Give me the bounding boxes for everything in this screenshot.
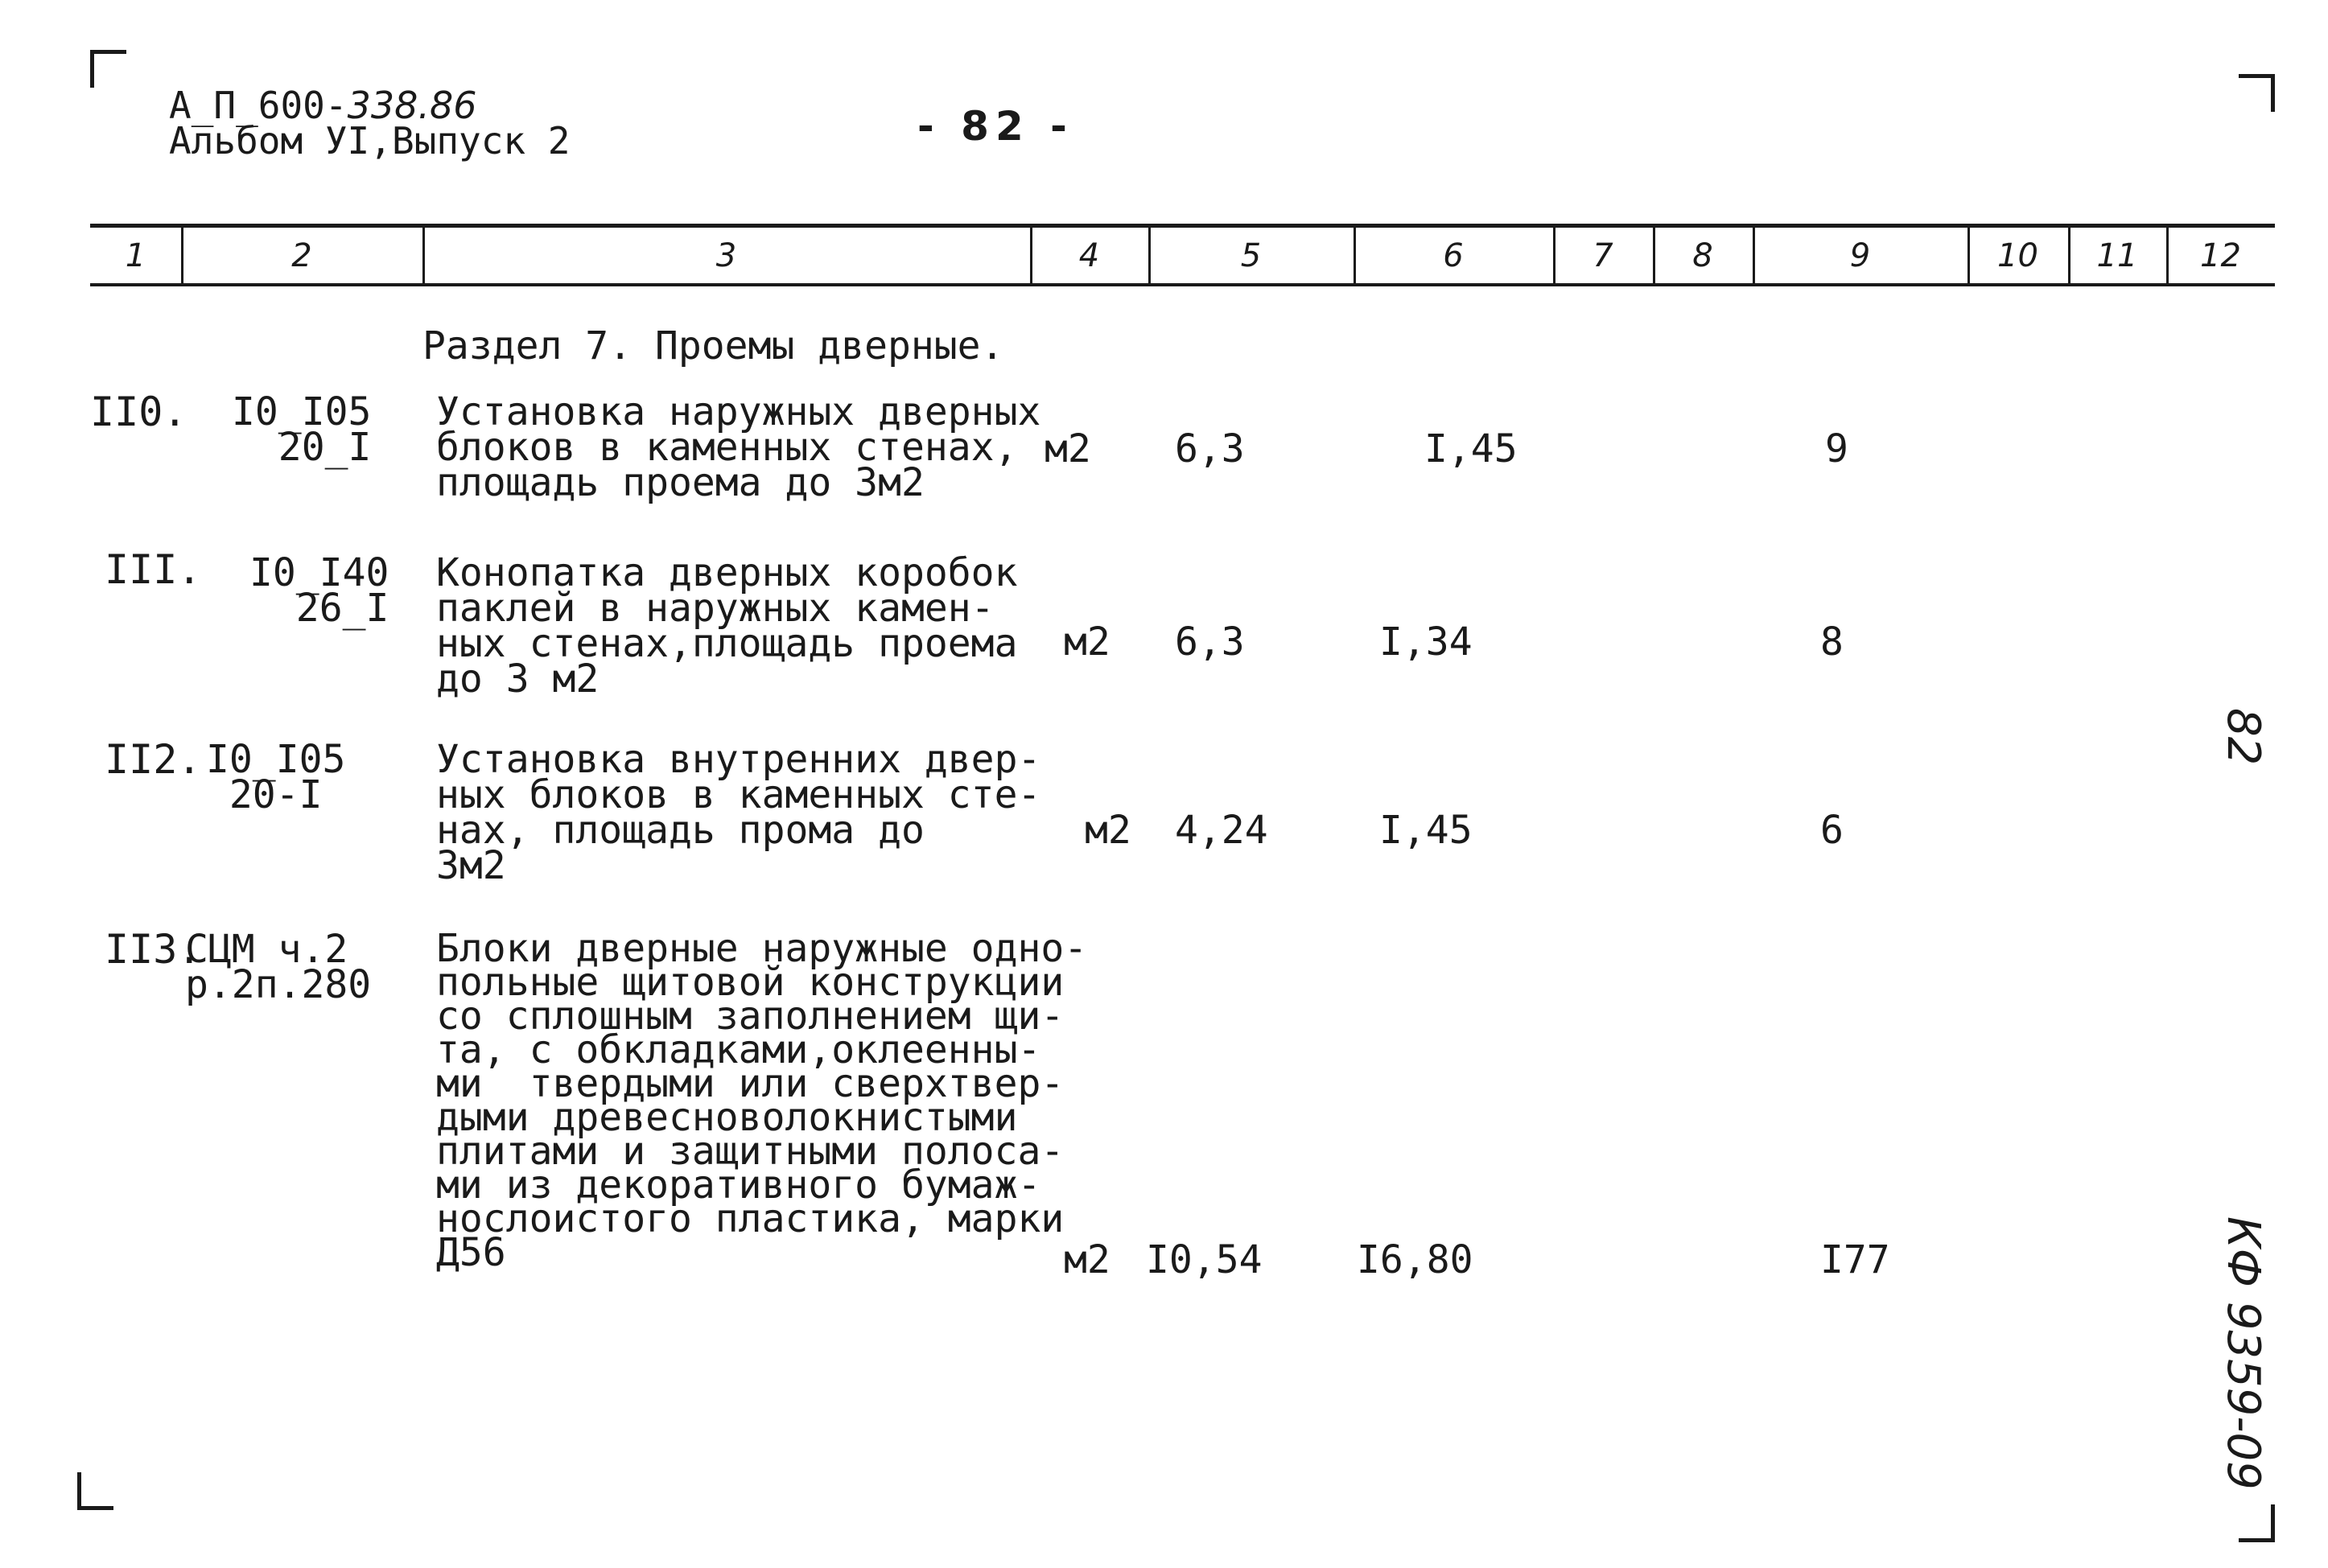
column-header-8: 8	[1692, 237, 1713, 274]
column-header-5: 5	[1240, 237, 1262, 274]
row-code: I0_I40 26_I	[249, 550, 389, 631]
row-total: 9	[1825, 426, 1848, 471]
row-code: I0_I05 20_I	[232, 389, 372, 470]
column-header-12: 12	[2200, 237, 2241, 274]
corner-mark-top-left	[90, 50, 126, 88]
table-header-top-rule	[90, 224, 2275, 228]
row-quantity: I0,54	[1146, 1237, 1263, 1282]
row-quantity: 6,3	[1175, 426, 1245, 471]
margin-archive-code: КФ 9359-09	[2217, 1216, 2269, 1490]
row-unit: м2	[1045, 426, 1091, 471]
row-description: Блоки дверные наружные одно- польные щитовой конструкции со сплошным заполнением щи- та, с обкладками,оклеенны- ми твердыми или сверхтвер- дыми древесноволокнистыми плитами и защитными полоса- ми из декоративного бумаж- нослоистого пластика, марки Д56	[436, 926, 1088, 1275]
row-number: II0.	[90, 389, 187, 435]
row-number: II3.	[105, 926, 202, 973]
page-number: - 82 -	[917, 103, 1073, 150]
column-header-4: 4	[1078, 237, 1100, 274]
corner-mark-bottom-left	[77, 1472, 113, 1510]
row-total: 6	[1820, 808, 1844, 853]
row-description: Конопатка дверных коробок паклей в наружных камен- ных стенах,площадь проема до 3 м2	[436, 550, 1018, 702]
row-value: I,34	[1379, 619, 1473, 665]
column-header-6: 6	[1443, 237, 1464, 274]
document-code-printed: А_П_600-	[169, 84, 348, 127]
column-header-2: 2	[291, 237, 312, 274]
column-header-11: 11	[2096, 237, 2138, 274]
corner-mark-top-right	[2239, 74, 2275, 112]
column-header-9: 9	[1849, 237, 1871, 274]
row-unit: м2	[1085, 808, 1131, 853]
document-code-handwritten: 338.86	[347, 84, 477, 127]
row-code: СЦМ ч.2 р.2п.280	[185, 927, 372, 1007]
section-title: Раздел 7. Проемы дверные.	[422, 323, 1004, 368]
row-description: Установка наружных дверных блоков в каменных стенах, площадь проема до 3м2	[436, 389, 1041, 505]
column-header-3: 3	[715, 237, 737, 274]
album-issue: Альбом УI,Выпуск 2	[169, 119, 571, 163]
table-header-bottom-rule	[90, 283, 2275, 286]
corner-mark-bottom-right	[2239, 1504, 2275, 1542]
column-header-7: 7	[1593, 237, 1613, 274]
row-total: I77	[1820, 1237, 1890, 1282]
column-header-10: 10	[1997, 237, 2038, 274]
row-value: I6,80	[1357, 1237, 1473, 1282]
row-total: 8	[1820, 619, 1844, 665]
row-quantity: 4,24	[1175, 808, 1268, 853]
column-header-1: 1	[125, 237, 146, 274]
row-value: I,45	[1424, 426, 1518, 471]
row-number: III.	[105, 546, 202, 593]
row-quantity: 6,3	[1175, 619, 1245, 665]
row-unit: м2	[1064, 619, 1110, 665]
row-number: II2.	[105, 736, 202, 783]
row-unit: м2	[1064, 1237, 1110, 1282]
row-value: I,45	[1379, 808, 1473, 853]
margin-page-mark: 82	[2217, 708, 2269, 766]
row-code: I0_I05 20-I	[206, 737, 346, 817]
row-description: Установка внутренних двер- ных блоков в каменных сте- нах, площадь прома до 3м2	[436, 737, 1041, 888]
